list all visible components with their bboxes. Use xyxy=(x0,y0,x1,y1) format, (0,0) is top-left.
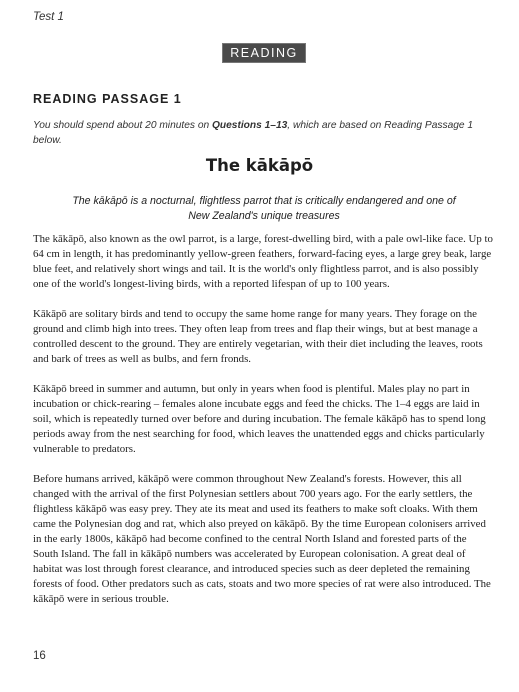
passage-heading: READING PASSAGE 1 xyxy=(33,92,182,106)
test-label: Test 1 xyxy=(33,11,64,23)
instructions-after: , which are based on Reading Passage 1 below. xyxy=(33,120,474,146)
paragraph: Kākāpō breed in summer and autumn, but only in years when food is plentiful. Males play no part in incubation or chick-rearing – females alone incubate eggs and feed the chicks. The 1–4 eggs are laid in soil, which is repeatedly turned over before and during incubation. The female kākāpō has to spend long periods away from the nest searching for food, which leaves the unattended eggs and chicks particularly vulnerable to predators. xyxy=(33,383,486,455)
passage-subtitle: The kākāpō is a nocturnal, flightless parrot that is critically endangered and one of New Zealand's unique treasures xyxy=(72,195,456,222)
paragraph: Kākāpō are solitary birds and tend to occupy the same home range for many years. They forage on the ground and climb high into trees. They often leap from trees and flap their wings, but at best manage a controlled descent to the ground. They are entirely vegetarian, with their diet including the leaves, roots and bark of trees as well as bulbs, and fern fronds. xyxy=(33,308,483,365)
paragraph: The kākāpō, also known as the owl parrot, is a large, forest-dwelling bird, with a pale owl-like face. Up to 64 cm in length, it has predominantly yellow-green feathers, forward-facing eyes, a large grey beak, large blue feet, and relatively short wings and tail. It is the world's only flightless parrot, and is also possibly one of the world's longest-living birds, with a reported lifespan of up to 100 years. xyxy=(33,233,493,290)
paragraph: Before humans arrived, kākāpō were common throughout New Zealand's forests. However, this all changed with the arrival of the first Polynesian settlers about 700 years ago. For the early settlers, the flightless kākāpō was easy prey. They ate its meat and used its feathers to make soft cloaks. With them came the Polynesian dog and rat, which also preyed on kākāpō. By the time European colonisers arrived in the early 1800s, kākāpō had become confined to the central North Island and forested parts of the South Island. The fall in kākāpō numbers was accelerated by European colonisation. A great deal of habitat was lost through forest clearance, and introduced species such as deer depleted the remaining forests of food. Other predators such as cats, stoats and two more species of rat were also introduced. The kākāpō were in serious trouble. xyxy=(33,473,491,605)
passage-title: The kākāpō xyxy=(205,156,314,175)
section-badge: READING xyxy=(222,43,306,63)
instructions-questions: Questions 1–13 xyxy=(211,120,288,131)
page-number: 16 xyxy=(33,650,46,662)
instructions-before: You should spend about 20 minutes on xyxy=(33,120,212,131)
instructions xyxy=(33,118,495,148)
passage-body xyxy=(33,232,493,622)
